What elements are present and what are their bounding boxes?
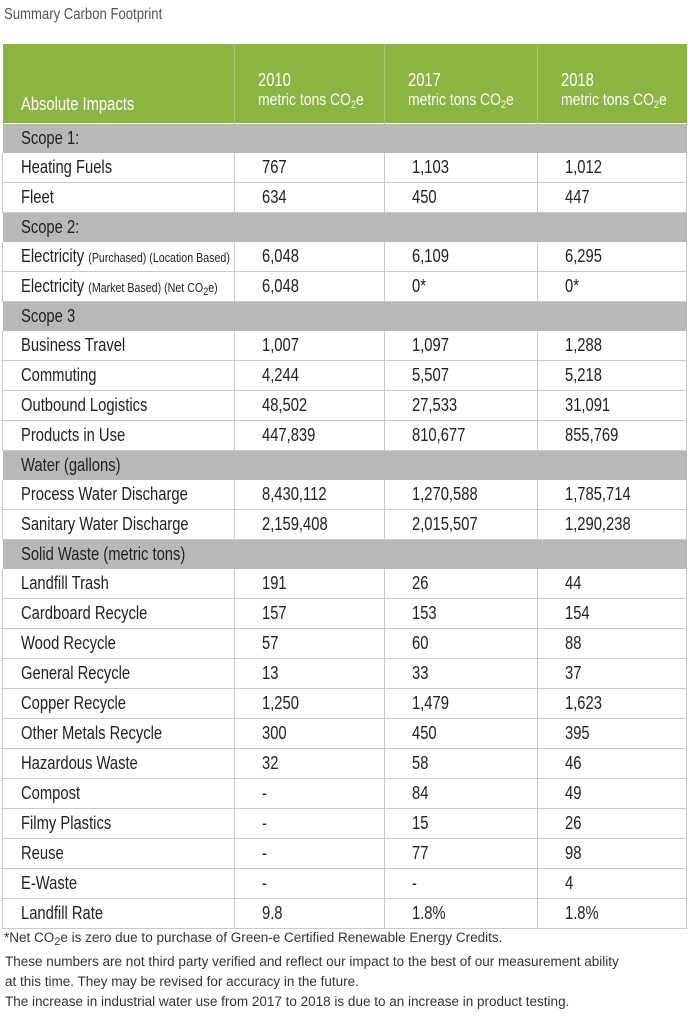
table-row [3, 361, 687, 391]
table-row [3, 510, 687, 540]
row-label: Heating Fuels [3, 153, 235, 183]
table-row [3, 331, 687, 361]
row-label: E-Waste [3, 869, 235, 899]
row-label: Compost [3, 779, 235, 809]
row-label: Hazardous Waste [3, 749, 235, 779]
value-2017: 1.8% [385, 899, 538, 929]
row-label: Fleet [3, 183, 235, 213]
table-row [3, 569, 687, 599]
section-header-row [3, 451, 687, 481]
value-2010: - [235, 809, 385, 839]
value-2010: 8,430,112 [235, 480, 385, 510]
value-2018: 31,091 [538, 391, 687, 421]
value-2018: 26 [538, 809, 687, 839]
table-row [3, 659, 687, 689]
value-2017: 1,103 [385, 153, 538, 183]
table-row [3, 749, 687, 779]
table-row [3, 599, 687, 629]
value-2010: 9.8 [235, 899, 385, 929]
row-label: Cardboard Recycle [3, 599, 235, 629]
value-2018: 447 [538, 183, 687, 213]
table-header-row [3, 44, 687, 124]
value-2017: 15 [385, 809, 538, 839]
value-2010: 4,244 [235, 361, 385, 391]
value-2017: 450 [385, 183, 538, 213]
header-2017: 2017 metric tons $CO_2e$ [385, 44, 538, 124]
value-2018: 49 [538, 779, 687, 809]
value-2018: 5,218 [538, 361, 687, 391]
value-2017: 33 [385, 659, 538, 689]
value-2017: 810,677 [385, 421, 538, 451]
section-label: Scope 3 [3, 302, 687, 332]
section-header-row [3, 213, 687, 243]
row-label: General Recycle [3, 659, 235, 689]
row-label: Electricity (Market Based) (Net $CO_2e$) [3, 272, 235, 302]
value-2010: 32 [235, 749, 385, 779]
section-label: Water (gallons) [3, 451, 687, 481]
footnote-verification-cont: at this time. They may be revised for accuracy in the future. [5, 974, 359, 989]
section-header-row [3, 124, 687, 154]
value-2017: - [385, 869, 538, 899]
value-2017: 27,533 [385, 391, 538, 421]
value-2010: 57 [235, 629, 385, 659]
table-row [3, 153, 687, 183]
value-2010: 767 [235, 153, 385, 183]
footnote-net-co2e: *Net $CO_2e$ is zero due to purchase of Green-e Certified Renewable Energy Credits. [4, 930, 503, 948]
header-2018: 2018 metric tons $CO_2e$ [538, 44, 687, 124]
value-2018: 6,295 [538, 242, 687, 272]
row-label: Outbound Logistics [3, 391, 235, 421]
value-2017: 2,015,507 [385, 510, 538, 540]
value-2017: 153 [385, 599, 538, 629]
value-2018: 88 [538, 629, 687, 659]
table-row [3, 809, 687, 839]
value-2010: 300 [235, 719, 385, 749]
page-title: Summary Carbon Footprint [4, 6, 163, 23]
row-label: Sanitary Water Discharge [3, 510, 235, 540]
header-absolute-impacts: Absolute Impacts [3, 44, 235, 124]
value-2017: 26 [385, 569, 538, 599]
row-label: Reuse [3, 839, 235, 869]
value-2018: 1,012 [538, 153, 687, 183]
value-2018: 1,623 [538, 689, 687, 719]
value-2010: 157 [235, 599, 385, 629]
row-label: Commuting [3, 361, 235, 391]
footnote-water-use: The increase in industrial water use from 2017 to 2018 is due to an increase in product testing. [5, 994, 570, 1009]
table-row [3, 779, 687, 809]
row-label: Business Travel [3, 331, 235, 361]
row-label: Products in Use [3, 421, 235, 451]
table-row [3, 242, 687, 272]
value-2017: 1,270,588 [385, 480, 538, 510]
section-label: Scope 1: [3, 124, 687, 154]
section-label: Scope 2: [3, 213, 687, 243]
value-2010: - [235, 779, 385, 809]
value-2017: 60 [385, 629, 538, 659]
value-2018: 4 [538, 869, 687, 899]
value-2018: 44 [538, 569, 687, 599]
table-row [3, 629, 687, 659]
section-label: Solid Waste (metric tons) [3, 540, 687, 570]
value-2010: - [235, 869, 385, 899]
table-row [3, 869, 687, 899]
value-2010: 6,048 [235, 272, 385, 302]
table-row [3, 839, 687, 869]
value-2018: 855,769 [538, 421, 687, 451]
table-row [3, 183, 687, 213]
row-label: Process Water Discharge [3, 480, 235, 510]
value-2017: 6,109 [385, 242, 538, 272]
value-2010: - [235, 839, 385, 869]
value-2018: 395 [538, 719, 687, 749]
footnotes [4, 928, 688, 1012]
value-2010: 2,159,408 [235, 510, 385, 540]
value-2010: 48,502 [235, 391, 385, 421]
value-2010: 634 [235, 183, 385, 213]
value-2010: 1,007 [235, 331, 385, 361]
value-2017: 84 [385, 779, 538, 809]
value-2017: 1,097 [385, 331, 538, 361]
value-2010: 13 [235, 659, 385, 689]
row-label: Wood Recycle [3, 629, 235, 659]
value-2017: 450 [385, 719, 538, 749]
value-2017: 0* [385, 272, 538, 302]
value-2018: 154 [538, 599, 687, 629]
value-2017: 58 [385, 749, 538, 779]
table-row [3, 899, 687, 929]
table-row [3, 272, 687, 302]
table-row [3, 421, 687, 451]
row-label: Landfill Trash [3, 569, 235, 599]
value-2018: 46 [538, 749, 687, 779]
row-label: Other Metals Recycle [3, 719, 235, 749]
section-header-row [3, 540, 687, 570]
value-2018: 98 [538, 839, 687, 869]
value-2018: 1.8% [538, 899, 687, 929]
value-2010: 191 [235, 569, 385, 599]
value-2010: 447,839 [235, 421, 385, 451]
row-label: Landfill Rate [3, 899, 235, 929]
value-2017: 5,507 [385, 361, 538, 391]
footnote-verification: These numbers are not third party verified and reflect our impact to the best of our measurement ability [5, 954, 619, 969]
value-2018: 37 [538, 659, 687, 689]
section-header-row [3, 302, 687, 332]
value-2010: 1,250 [235, 689, 385, 719]
value-2018: 0* [538, 272, 687, 302]
table-row [3, 391, 687, 421]
value-2018: 1,785,714 [538, 480, 687, 510]
value-2010: 6,048 [235, 242, 385, 272]
row-label: Filmy Plastics [3, 809, 235, 839]
table-row [3, 689, 687, 719]
value-2018: 1,288 [538, 331, 687, 361]
value-2017: 77 [385, 839, 538, 869]
row-label: Electricity (Purchased) (Location Based) [3, 242, 235, 272]
header-2010: 2010 metric tons $CO_2e$ [235, 44, 385, 124]
value-2017: 1,479 [385, 689, 538, 719]
carbon-footprint-table [2, 44, 687, 929]
table-row [3, 480, 687, 510]
table-row [3, 719, 687, 749]
value-2018: 1,290,238 [538, 510, 687, 540]
row-label: Copper Recycle [3, 689, 235, 719]
